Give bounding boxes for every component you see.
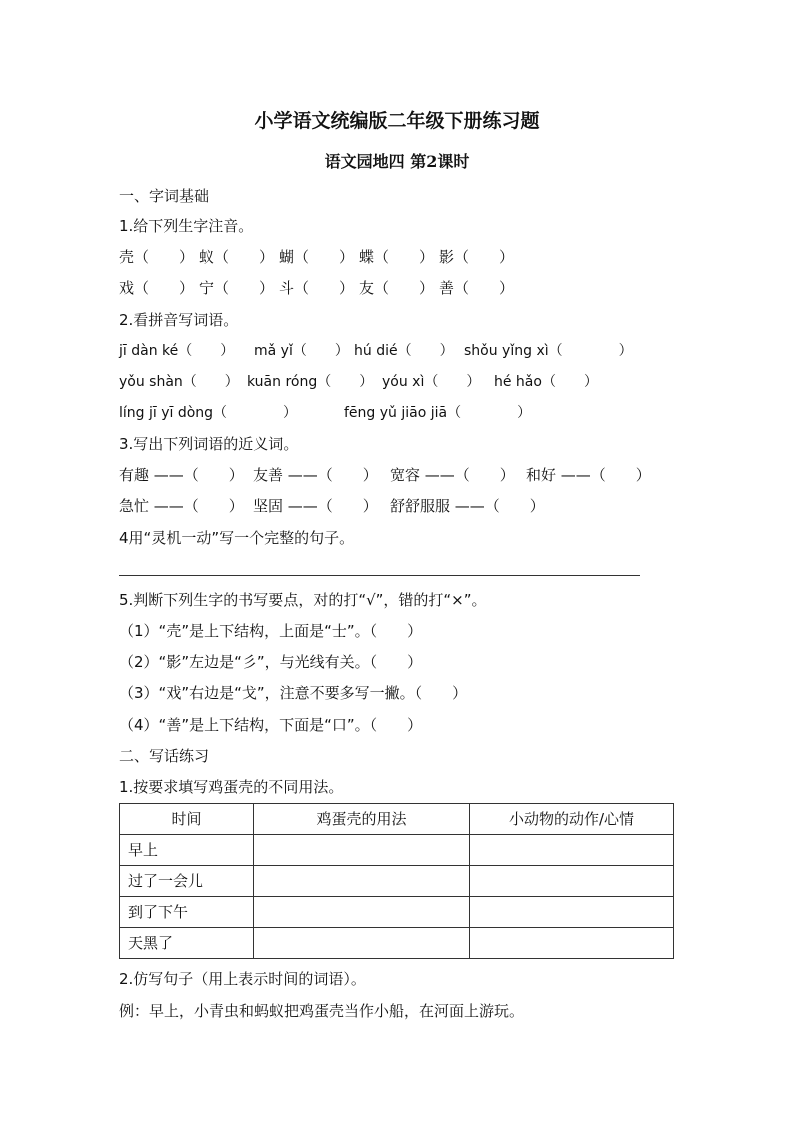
char-blank: 斗（ ） (279, 279, 355, 297)
synonym-blank: 坚固 ——（ ） (253, 497, 378, 515)
table-header-row (120, 804, 674, 835)
page-subtitle: 语文园地四 第2课时 (324, 152, 470, 171)
time-cell: 到了下午 (120, 897, 254, 928)
char-blank: 蚁（ ） (199, 248, 275, 266)
judge-item: （4）“善”是上下结构，下面是“口”。（ ） (119, 716, 423, 734)
pinyin-row (119, 341, 644, 361)
table-row (120, 835, 674, 866)
char-blank: 蝶（ ） (359, 248, 435, 266)
pinyin-blank: shǒu yǐng xì（ ） (464, 343, 633, 359)
question-label: 4用“灵机一动”写一个完整的句子。 (119, 529, 355, 547)
answer-cell[interactable] (470, 835, 674, 866)
time-cell: 早上 (120, 835, 254, 866)
answer-cell[interactable] (254, 866, 470, 897)
char-blank: 戏（ ） (119, 279, 195, 297)
example-sentence: 例：早上，小青虫和蚂蚁把鸡蛋壳当作小船，在河面上游玩。 (119, 1002, 525, 1020)
answer-line[interactable] (119, 575, 640, 576)
pinyin-blank: mǎ yǐ（ ） (254, 343, 349, 359)
judge-item: （3）“戏”右边是“戈”，注意不要多写一撇。（ ） (119, 684, 468, 702)
synonym-row (119, 465, 656, 485)
question-label: 1.给下列生字注音。 (119, 217, 254, 235)
pinyin-row (119, 403, 574, 423)
synonym-blank: 急忙 ——（ ） (119, 497, 244, 515)
synonym-blank: 宽容 ——（ ） (390, 466, 515, 484)
pinyin-blank: líng jī yī dòng（ ） (119, 405, 298, 421)
judge-item: （1）“壳”是上下结构，上面是“士”。（ ） (119, 622, 423, 640)
pinyin-blank: hú dié（ ） (354, 343, 454, 359)
table-header: 鸡蛋壳的用法 (254, 804, 470, 835)
char-blank: 蝴（ ） (279, 248, 355, 266)
question-label: 2.看拼音写词语。 (119, 311, 239, 329)
pinyin-blank: hé hǎo（ ） (494, 374, 598, 390)
pinyin-blank: jī dàn ké（ ） (119, 343, 235, 359)
synonym-blank: 和好 ——（ ） (526, 466, 651, 484)
section-heading: 二、写话练习 (119, 747, 210, 765)
page-title: 小学语文统编版二年级下册练习题 (254, 110, 540, 132)
pinyin-blank: kuān róng（ ） (247, 374, 374, 390)
phonetic-row (119, 278, 519, 298)
pinyin-blank: yǒu shàn（ ） (119, 374, 239, 390)
pinyin-blank: fēng yǔ jiāo jiā（ ） (344, 405, 532, 421)
answer-cell[interactable] (470, 928, 674, 959)
time-cell: 过了一会儿 (120, 866, 254, 897)
table-header: 小动物的动作/心情 (470, 804, 674, 835)
char-blank: 宁（ ） (199, 279, 275, 297)
char-blank: 影（ ） (439, 248, 515, 266)
answer-cell[interactable] (254, 835, 470, 866)
answer-cell[interactable] (470, 897, 674, 928)
table-header: 时间 (120, 804, 254, 835)
question-label: 2.仿写句子（用上表示时间的词语）。 (119, 970, 366, 988)
table-row (120, 897, 674, 928)
judge-item: （2）“影”左边是“彡”，与光线有关。（ ） (119, 653, 423, 671)
char-blank: 善（ ） (439, 279, 515, 297)
synonym-blank: 友善 ——（ ） (253, 466, 378, 484)
char-blank: 壳（ ） (119, 248, 195, 266)
question-label: 5.判断下列生字的书写要点，对的打“√”，错的打“×”。 (119, 591, 487, 609)
table-row (120, 928, 674, 959)
answer-cell[interactable] (254, 897, 470, 928)
pinyin-row (119, 372, 604, 392)
synonym-row (119, 496, 570, 516)
synonym-blank: 有趣 ——（ ） (119, 466, 244, 484)
answer-cell[interactable] (470, 866, 674, 897)
answer-cell[interactable] (254, 928, 470, 959)
eggshell-table (119, 803, 674, 959)
section-heading: 一、字词基础 (119, 187, 210, 205)
char-blank: 友（ ） (359, 279, 435, 297)
table-row (120, 866, 674, 897)
pinyin-blank: yóu xì（ ） (382, 374, 481, 390)
phonetic-row (119, 247, 519, 267)
synonym-blank: 舒舒服服 ——（ ） (390, 497, 545, 515)
question-label: 1.按要求填写鸡蛋壳的不同用法。 (119, 778, 344, 796)
question-label: 3.写出下列词语的近义词。 (119, 435, 299, 453)
time-cell: 天黑了 (120, 928, 254, 959)
